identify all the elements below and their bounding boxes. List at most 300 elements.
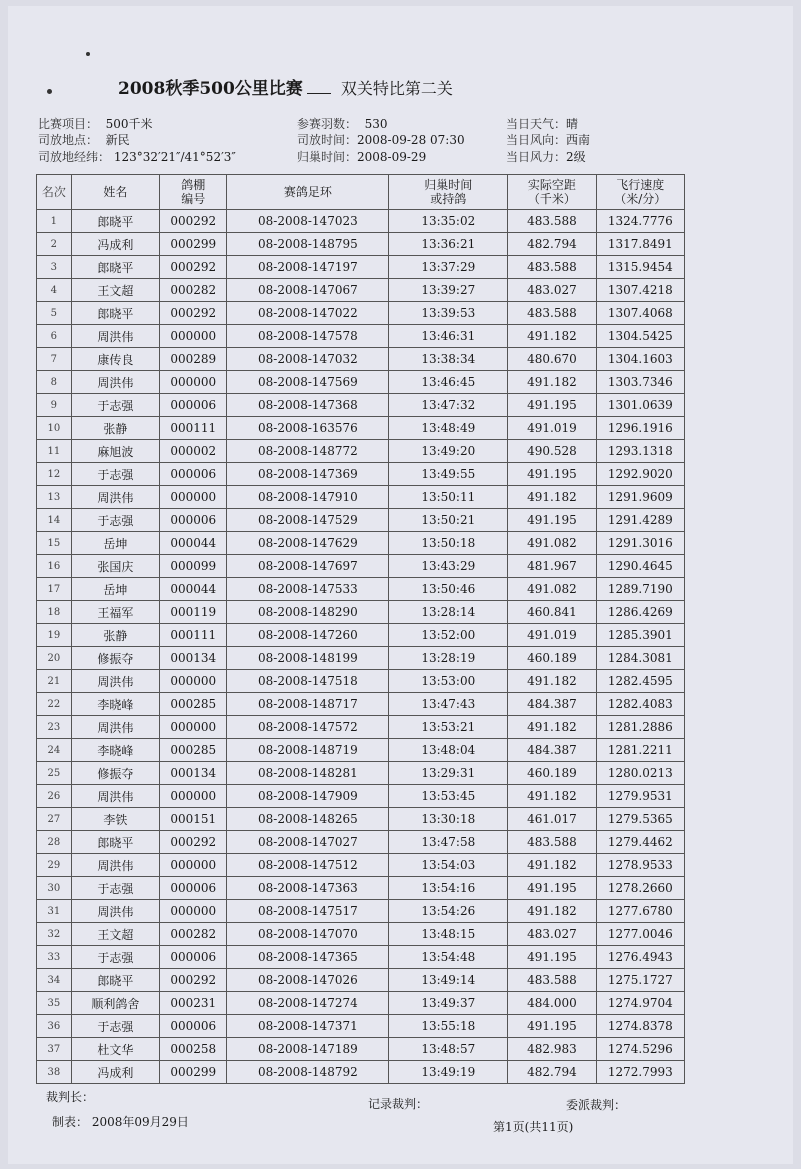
distance-cell: 491.019 <box>508 624 596 647</box>
ring-cell: 08-2008-147027 <box>227 831 389 854</box>
table-row <box>37 233 685 256</box>
table-row <box>37 601 685 624</box>
time-cell: 13:37:29 <box>389 256 508 279</box>
loft-cell: 000000 <box>160 785 227 808</box>
speed-cell: 1324.7776 <box>596 210 684 233</box>
ring-cell: 08-2008-147022 <box>227 302 389 325</box>
speed-cell: 1279.5365 <box>596 808 684 831</box>
ring-cell: 08-2008-147572 <box>227 716 389 739</box>
title-sub: 双关特比第二关 <box>340 79 453 98</box>
time-cell: 13:30:18 <box>389 808 508 831</box>
table-row <box>37 509 685 532</box>
distance-cell: 483.588 <box>508 969 596 992</box>
table-row <box>37 325 685 348</box>
distance-cell: 491.182 <box>508 716 596 739</box>
ring-cell: 08-2008-147518 <box>227 670 389 693</box>
time-cell: 13:53:00 <box>389 670 508 693</box>
rank-cell: 3 <box>37 256 72 279</box>
loft-cell: 000151 <box>160 808 227 831</box>
time-cell: 13:49:37 <box>389 992 508 1015</box>
loft-cell: 000292 <box>160 302 227 325</box>
loft-cell: 000119 <box>160 601 227 624</box>
ink-speck <box>86 52 90 56</box>
ring-cell: 08-2008-148199 <box>227 647 389 670</box>
time-cell: 13:50:21 <box>389 509 508 532</box>
name-cell: 王文超 <box>71 279 159 302</box>
table-row <box>37 923 685 946</box>
time-cell: 13:29:31 <box>389 762 508 785</box>
speed-cell: 1278.2660 <box>596 877 684 900</box>
speed-cell: 1285.3901 <box>596 624 684 647</box>
table-row <box>37 854 685 877</box>
table-row <box>37 210 685 233</box>
name-cell: 郎晓平 <box>71 256 159 279</box>
speed-cell: 1291.9609 <box>596 486 684 509</box>
loft-cell: 000258 <box>160 1038 227 1061</box>
distance-cell: 482.794 <box>508 1061 596 1084</box>
name-cell: 郎晓平 <box>71 210 159 233</box>
speed-cell: 1296.1916 <box>596 417 684 440</box>
rank-cell: 36 <box>37 1015 72 1038</box>
loft-cell: 000044 <box>160 578 227 601</box>
table-row <box>37 348 685 371</box>
rank-cell: 17 <box>37 578 72 601</box>
table-row <box>37 946 685 969</box>
loft-cell: 000285 <box>160 693 227 716</box>
rank-cell: 13 <box>37 486 72 509</box>
table-row <box>37 739 685 762</box>
loft-cell: 000111 <box>160 417 227 440</box>
distance-cell: 491.195 <box>508 509 596 532</box>
name-cell: 康传良 <box>71 348 159 371</box>
table-row <box>37 1015 685 1038</box>
name-cell: 修振夺 <box>71 647 159 670</box>
table-row <box>37 624 685 647</box>
loft-cell: 000000 <box>160 900 227 923</box>
name-cell: 冯成利 <box>71 233 159 256</box>
table-row <box>37 900 685 923</box>
loft-cell: 000292 <box>160 831 227 854</box>
speed-cell: 1290.4645 <box>596 555 684 578</box>
loft-cell: 000299 <box>160 1061 227 1084</box>
ring-cell: 08-2008-147023 <box>227 210 389 233</box>
speed-cell: 1277.0046 <box>596 923 684 946</box>
time-cell: 13:55:18 <box>389 1015 508 1038</box>
loft-cell: 000000 <box>160 670 227 693</box>
distance-cell: 483.588 <box>508 210 596 233</box>
rank-cell: 15 <box>37 532 72 555</box>
document-title <box>118 74 453 99</box>
speed-cell: 1284.3081 <box>596 647 684 670</box>
time-cell: 13:53:21 <box>389 716 508 739</box>
time-cell: 13:46:45 <box>389 371 508 394</box>
table-row <box>37 785 685 808</box>
info-weather: 当日天气：晴 <box>506 117 579 131</box>
table-row <box>37 762 685 785</box>
name-cell: 于志强 <box>71 877 159 900</box>
speed-cell: 1307.4218 <box>596 279 684 302</box>
name-cell: 周洪伟 <box>71 900 159 923</box>
loft-cell: 000000 <box>160 371 227 394</box>
ring-cell: 08-2008-147197 <box>227 256 389 279</box>
speed-cell: 1282.4083 <box>596 693 684 716</box>
time-cell: 13:47:43 <box>389 693 508 716</box>
rank-cell: 22 <box>37 693 72 716</box>
rank-cell: 10 <box>37 417 72 440</box>
distance-cell: 483.027 <box>508 279 596 302</box>
distance-cell: 491.195 <box>508 394 596 417</box>
name-cell: 周洪伟 <box>71 486 159 509</box>
time-cell: 13:28:19 <box>389 647 508 670</box>
rank-cell: 2 <box>37 233 72 256</box>
speed-cell: 1276.4943 <box>596 946 684 969</box>
speed-cell: 1315.9454 <box>596 256 684 279</box>
title-main: 2008秋季500公里比赛 <box>118 79 303 99</box>
distance-cell: 483.588 <box>508 256 596 279</box>
speed-cell: 1289.7190 <box>596 578 684 601</box>
rank-cell: 29 <box>37 854 72 877</box>
info-entries: 参赛羽数： 530 <box>297 117 388 131</box>
time-cell: 13:48:15 <box>389 923 508 946</box>
speed-cell: 1278.9533 <box>596 854 684 877</box>
time-cell: 13:47:58 <box>389 831 508 854</box>
rank-cell: 20 <box>37 647 72 670</box>
table-row <box>37 532 685 555</box>
ring-cell: 08-2008-148290 <box>227 601 389 624</box>
footer-assigned-judge: 委派裁判： <box>566 1098 627 1112</box>
time-cell: 13:39:27 <box>389 279 508 302</box>
table-row <box>37 670 685 693</box>
ring-cell: 08-2008-147368 <box>227 394 389 417</box>
name-cell: 周洪伟 <box>71 716 159 739</box>
ring-cell: 08-2008-147697 <box>227 555 389 578</box>
speed-cell: 1277.6780 <box>596 900 684 923</box>
info-return-time: 归巢时间：2008-09-29 <box>297 150 427 164</box>
name-cell: 于志强 <box>71 509 159 532</box>
time-cell: 13:54:26 <box>389 900 508 923</box>
loft-cell: 000000 <box>160 486 227 509</box>
distance-cell: 491.182 <box>508 900 596 923</box>
loft-cell: 000289 <box>160 348 227 371</box>
name-cell: 李晓峰 <box>71 693 159 716</box>
time-cell: 13:35:02 <box>389 210 508 233</box>
time-cell: 13:49:19 <box>389 1061 508 1084</box>
time-cell: 13:53:45 <box>389 785 508 808</box>
loft-cell: 000006 <box>160 946 227 969</box>
ring-cell: 08-2008-147032 <box>227 348 389 371</box>
speed-cell: 1281.2886 <box>596 716 684 739</box>
loft-cell: 000282 <box>160 923 227 946</box>
loft-cell: 000002 <box>160 440 227 463</box>
ring-cell: 08-2008-147629 <box>227 532 389 555</box>
results-table <box>36 174 685 1084</box>
speed-cell: 1281.2211 <box>596 739 684 762</box>
table-header-row <box>37 175 685 210</box>
info-wind-direction: 当日风向：西南 <box>506 133 591 147</box>
table-row <box>37 808 685 831</box>
speed-cell: 1279.4462 <box>596 831 684 854</box>
rank-cell: 35 <box>37 992 72 1015</box>
rank-cell: 9 <box>37 394 72 417</box>
table-row <box>37 1061 685 1084</box>
name-cell: 于志强 <box>71 946 159 969</box>
ring-cell: 08-2008-147569 <box>227 371 389 394</box>
info-release-time: 司放时间：2008-09-28 07:30 <box>297 133 465 147</box>
loft-cell: 000292 <box>160 256 227 279</box>
name-cell: 周洪伟 <box>71 670 159 693</box>
name-cell: 修振夺 <box>71 762 159 785</box>
distance-cell: 483.027 <box>508 923 596 946</box>
distance-cell: 483.588 <box>508 302 596 325</box>
loft-cell: 000000 <box>160 325 227 348</box>
distance-cell: 481.967 <box>508 555 596 578</box>
ring-cell: 08-2008-163576 <box>227 417 389 440</box>
name-cell: 周洪伟 <box>71 325 159 348</box>
speed-cell: 1304.1603 <box>596 348 684 371</box>
time-cell: 13:54:03 <box>389 854 508 877</box>
ring-cell: 08-2008-147517 <box>227 900 389 923</box>
name-cell: 张静 <box>71 417 159 440</box>
time-cell: 13:50:46 <box>389 578 508 601</box>
ring-cell: 08-2008-147274 <box>227 992 389 1015</box>
table-row <box>37 486 685 509</box>
table-row <box>37 969 685 992</box>
distance-cell: 491.182 <box>508 854 596 877</box>
table-row <box>37 394 685 417</box>
table-row <box>37 463 685 486</box>
info-release-place: 司放地点： 新民 <box>38 133 130 147</box>
rank-cell: 37 <box>37 1038 72 1061</box>
name-cell: 郎晓平 <box>71 302 159 325</box>
rank-cell: 8 <box>37 371 72 394</box>
info-race-item: 比赛项目： 500千米 <box>38 117 153 131</box>
rank-cell: 33 <box>37 946 72 969</box>
info-coords: 司放地经纬： 123°32′21″/41°52′3″ <box>38 150 236 164</box>
time-cell: 13:52:00 <box>389 624 508 647</box>
rank-cell: 24 <box>37 739 72 762</box>
time-cell: 13:49:20 <box>389 440 508 463</box>
table-row <box>37 371 685 394</box>
loft-cell: 000000 <box>160 854 227 877</box>
time-cell: 13:39:53 <box>389 302 508 325</box>
distance-cell: 460.841 <box>508 601 596 624</box>
ring-cell: 08-2008-147365 <box>227 946 389 969</box>
distance-cell: 480.670 <box>508 348 596 371</box>
time-cell: 13:54:48 <box>389 946 508 969</box>
header-distance: 实际空距 （千米） <box>508 175 596 210</box>
loft-cell: 000044 <box>160 532 227 555</box>
time-cell: 13:48:49 <box>389 417 508 440</box>
title-underline <box>307 93 331 94</box>
ring-cell: 08-2008-148717 <box>227 693 389 716</box>
table-row <box>37 555 685 578</box>
distance-cell: 491.182 <box>508 785 596 808</box>
distance-cell: 491.195 <box>508 463 596 486</box>
table-row <box>37 877 685 900</box>
ring-cell: 08-2008-147529 <box>227 509 389 532</box>
ring-cell: 08-2008-148792 <box>227 1061 389 1084</box>
name-cell: 张国庆 <box>71 555 159 578</box>
distance-cell: 491.082 <box>508 578 596 601</box>
name-cell: 麻旭波 <box>71 440 159 463</box>
loft-cell: 000006 <box>160 509 227 532</box>
table-row <box>37 831 685 854</box>
table-row <box>37 647 685 670</box>
distance-cell: 491.019 <box>508 417 596 440</box>
speed-cell: 1301.0639 <box>596 394 684 417</box>
time-cell: 13:50:11 <box>389 486 508 509</box>
ring-cell: 08-2008-147533 <box>227 578 389 601</box>
info-wind-force: 当日风力：2级 <box>506 150 586 164</box>
footer-page-number: 第1页(共11页) <box>493 1120 574 1134</box>
speed-cell: 1274.5296 <box>596 1038 684 1061</box>
distance-cell: 491.182 <box>508 371 596 394</box>
name-cell: 岳坤 <box>71 578 159 601</box>
name-cell: 于志强 <box>71 394 159 417</box>
footer-recording-judge: 记录裁判： <box>368 1097 429 1111</box>
rank-cell: 38 <box>37 1061 72 1084</box>
ink-speck <box>47 89 52 94</box>
rank-cell: 14 <box>37 509 72 532</box>
loft-cell: 000134 <box>160 647 227 670</box>
rank-cell: 16 <box>37 555 72 578</box>
table-row <box>37 1038 685 1061</box>
header-rank: 名次 <box>37 175 72 210</box>
time-cell: 13:36:21 <box>389 233 508 256</box>
speed-cell: 1292.9020 <box>596 463 684 486</box>
loft-cell: 000006 <box>160 463 227 486</box>
name-cell: 王文超 <box>71 923 159 946</box>
loft-cell: 000299 <box>160 233 227 256</box>
ring-cell: 08-2008-148772 <box>227 440 389 463</box>
ring-cell: 08-2008-148265 <box>227 808 389 831</box>
header-time: 归巢时间 或持鸽 <box>389 175 508 210</box>
table-row <box>37 417 685 440</box>
rank-cell: 7 <box>37 348 72 371</box>
speed-cell: 1282.4595 <box>596 670 684 693</box>
speed-cell: 1304.5425 <box>596 325 684 348</box>
table-row <box>37 279 685 302</box>
time-cell: 13:49:55 <box>389 463 508 486</box>
table-row <box>37 992 685 1015</box>
table-row <box>37 578 685 601</box>
header-loft: 鸽棚 编号 <box>160 175 227 210</box>
ring-cell: 08-2008-147369 <box>227 463 389 486</box>
ring-cell: 08-2008-148719 <box>227 739 389 762</box>
header-ring: 赛鸽足环 <box>227 175 389 210</box>
speed-cell: 1291.3016 <box>596 532 684 555</box>
rank-cell: 34 <box>37 969 72 992</box>
loft-cell: 000134 <box>160 762 227 785</box>
loft-cell: 000282 <box>160 279 227 302</box>
loft-cell: 000111 <box>160 624 227 647</box>
speed-cell: 1307.4068 <box>596 302 684 325</box>
table-row <box>37 440 685 463</box>
name-cell: 于志强 <box>71 463 159 486</box>
ring-cell: 08-2008-147070 <box>227 923 389 946</box>
speed-cell: 1275.1727 <box>596 969 684 992</box>
table-row <box>37 302 685 325</box>
distance-cell: 483.588 <box>508 831 596 854</box>
header-speed: 飞行速度 （米/分） <box>596 175 684 210</box>
ring-cell: 08-2008-147512 <box>227 854 389 877</box>
name-cell: 周洪伟 <box>71 785 159 808</box>
speed-cell: 1293.1318 <box>596 440 684 463</box>
time-cell: 13:50:18 <box>389 532 508 555</box>
time-cell: 13:28:14 <box>389 601 508 624</box>
name-cell: 于志强 <box>71 1015 159 1038</box>
distance-cell: 490.528 <box>508 440 596 463</box>
ring-cell: 08-2008-147363 <box>227 877 389 900</box>
rank-cell: 5 <box>37 302 72 325</box>
distance-cell: 484.387 <box>508 693 596 716</box>
distance-cell: 484.000 <box>508 992 596 1015</box>
distance-cell: 491.195 <box>508 877 596 900</box>
name-cell: 周洪伟 <box>71 371 159 394</box>
table-row <box>37 716 685 739</box>
rank-cell: 11 <box>37 440 72 463</box>
name-cell: 王福军 <box>71 601 159 624</box>
ring-cell: 08-2008-147371 <box>227 1015 389 1038</box>
speed-cell: 1280.0213 <box>596 762 684 785</box>
rank-cell: 6 <box>37 325 72 348</box>
rank-cell: 28 <box>37 831 72 854</box>
table-row <box>37 256 685 279</box>
ring-cell: 08-2008-147067 <box>227 279 389 302</box>
ring-cell: 08-2008-147910 <box>227 486 389 509</box>
speed-cell: 1272.7993 <box>596 1061 684 1084</box>
rank-cell: 23 <box>37 716 72 739</box>
loft-cell: 000285 <box>160 739 227 762</box>
rank-cell: 18 <box>37 601 72 624</box>
table-row <box>37 693 685 716</box>
distance-cell: 484.387 <box>508 739 596 762</box>
name-cell: 张静 <box>71 624 159 647</box>
distance-cell: 491.195 <box>508 1015 596 1038</box>
name-cell: 冯成利 <box>71 1061 159 1084</box>
name-cell: 杜文华 <box>71 1038 159 1061</box>
rank-cell: 19 <box>37 624 72 647</box>
time-cell: 13:49:14 <box>389 969 508 992</box>
name-cell: 郎晓平 <box>71 831 159 854</box>
time-cell: 13:47:32 <box>389 394 508 417</box>
speed-cell: 1291.4289 <box>596 509 684 532</box>
speed-cell: 1279.9531 <box>596 785 684 808</box>
ring-cell: 08-2008-147026 <box>227 969 389 992</box>
speed-cell: 1274.9704 <box>596 992 684 1015</box>
rank-cell: 21 <box>37 670 72 693</box>
loft-cell: 000099 <box>160 555 227 578</box>
rank-cell: 4 <box>37 279 72 302</box>
time-cell: 13:43:29 <box>389 555 508 578</box>
ring-cell: 08-2008-147578 <box>227 325 389 348</box>
name-cell: 李晓峰 <box>71 739 159 762</box>
distance-cell: 460.189 <box>508 762 596 785</box>
rank-cell: 30 <box>37 877 72 900</box>
loft-cell: 000292 <box>160 969 227 992</box>
speed-cell: 1286.4269 <box>596 601 684 624</box>
ring-cell: 08-2008-148795 <box>227 233 389 256</box>
time-cell: 13:54:16 <box>389 877 508 900</box>
loft-cell: 000006 <box>160 877 227 900</box>
rank-cell: 12 <box>37 463 72 486</box>
time-cell: 13:48:57 <box>389 1038 508 1061</box>
distance-cell: 491.082 <box>508 532 596 555</box>
footer-made-on: 制表： 2008年09月29日 <box>52 1115 189 1129</box>
loft-cell: 000292 <box>160 210 227 233</box>
name-cell: 郎晓平 <box>71 969 159 992</box>
rank-cell: 27 <box>37 808 72 831</box>
